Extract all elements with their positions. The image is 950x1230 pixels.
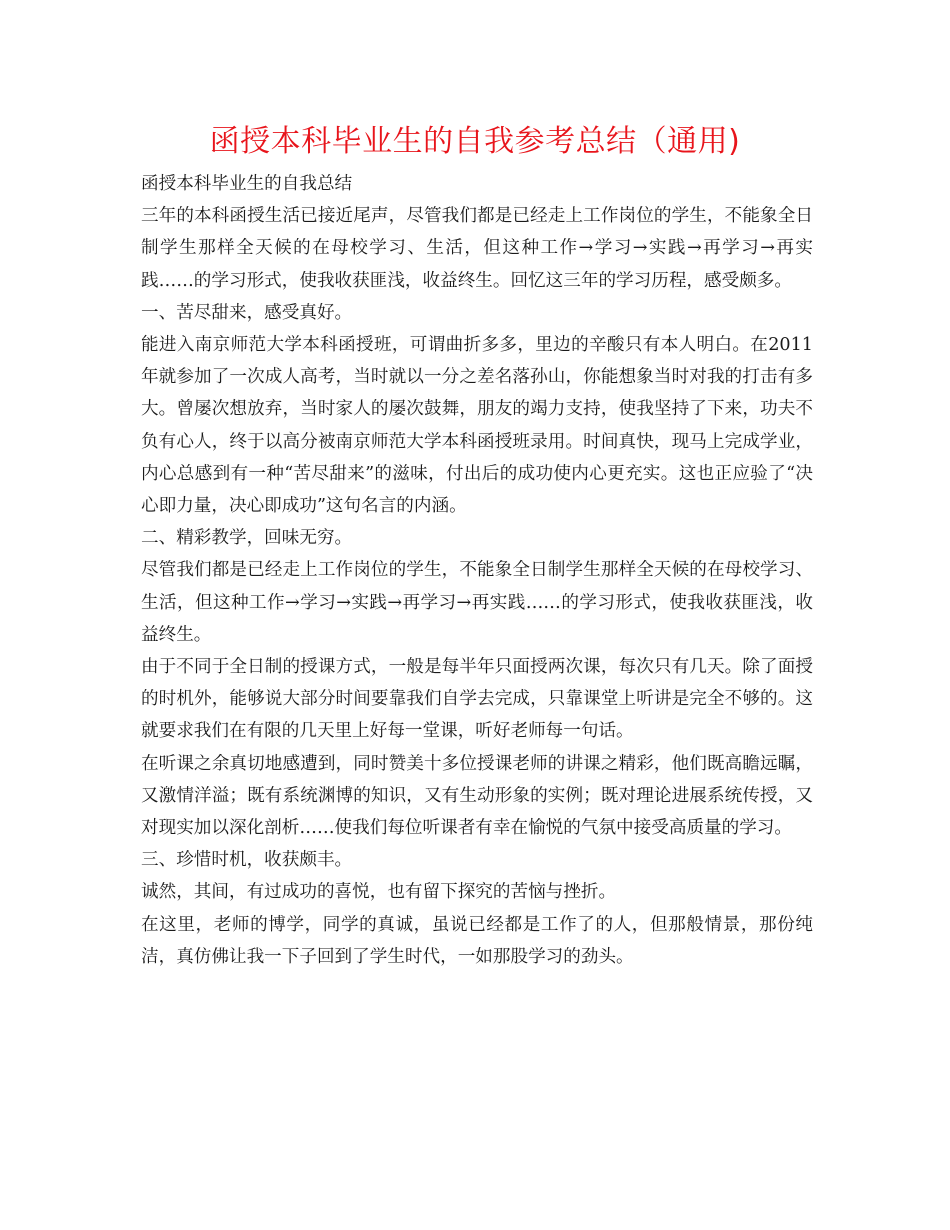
subtitle-paragraph: 函授本科毕业生的自我总结 (141, 174, 353, 194)
intro-paragraph: 三年的本科函授生活已接近尾声，尽管我们都是已经走上工作岗位的学生，不能象全日制学生那样全天候的在母校学习、生活，但这种工作→学习→实践→再学习→再实践……的学习形式，使我收获匪浅，收益终生。回忆这三年的学习历程，感受颇多。 (141, 206, 813, 291)
document-body (141, 168, 813, 973)
section-heading-1: 一、苦尽甜来，感受真好。 (141, 302, 353, 323)
body-paragraph: 由于不同于全日制的授课方式，一般是每半年只面授两次课，每次只有几天。除了面授的时机外，能够说大部分时间要靠我们自学去完成，只靠课堂上听讲是完全不够的。这就要求我们在有限的几天里上好每一堂课，听好老师每一句话。 (141, 657, 813, 742)
body-paragraph: 能进入南京师范大学本科函授班，可谓曲折多多，里边的辛酸只有本人明白。在2011年就参加了一次成人高考，当时就以一分之差名落孙山，你能想象当时对我的打击有多大。曾屡次想放弃，当时家人的屡次鼓舞，朋友的竭力支持，使我坚持了下来，功夫不负有心人，终于以高分被南京师范大学本科函授班录用。时间真快，现马上完成学业，内心总感到有一种“苦尽甜来”的滋味，付出后的成功使内心更充实。这也正应验了“决心即力量，决心即成功”这句名言的内涵。 (141, 335, 813, 517)
section-heading-3: 三、珍惜时机，收获颇丰。 (141, 850, 353, 871)
body-paragraph: 在听课之余真切地感遭到，同时赞美十多位授课老师的讲课之精彩，他们既高瞻远瞩，又激情洋溢；既有系统渊博的知识，又有生动形象的实例；既对理论进展系统传授，又对现实加以深化剖析……使我们每位听课者有幸在愉悦的气氛中接受高质量的学习。 (141, 753, 813, 839)
document-title: 函授本科毕业生的自我参考总结（通用) (209, 124, 741, 159)
body-paragraph: 诚然，其间，有过成功的喜悦，也有留下探究的苦恼与挫折。 (141, 882, 617, 903)
body-paragraph: 在这里，老师的博学，同学的真诚，虽说已经都是工作了的人，但那般情景，那份纯洁，真仿佛让我一下子回到了学生时代，一如那股学习的劲头。 (141, 914, 813, 967)
body-paragraph: 尽管我们都是已经走上工作岗位的学生，不能象全日制学生那样全天候的在母校学习、生活，但这种工作→学习→实践→再学习→再实践……的学习形式，使我收获匪浅，收益终生。 (141, 560, 813, 645)
section-heading-2: 二、精彩教学，回味无穷。 (141, 528, 353, 549)
